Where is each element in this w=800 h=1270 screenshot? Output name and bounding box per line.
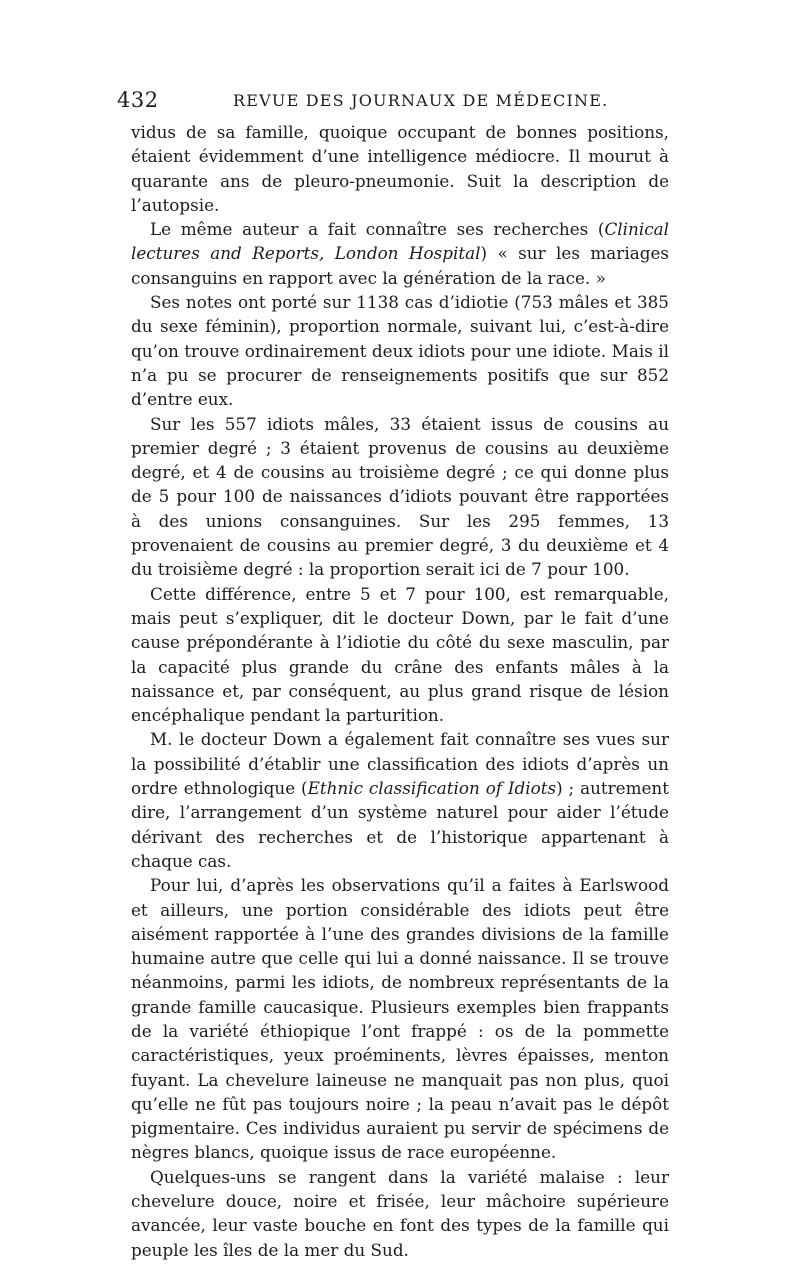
page-number: 432 bbox=[117, 88, 159, 112]
paragraph-text: M. le docteur Down a également fait connaître ses vues sur la possibilité d’établir une classification des idiots d’après un ordre ethnologique ( bbox=[131, 729, 669, 799]
paragraph-1 bbox=[131, 120, 669, 217]
paragraph-text: Sur les 557 idiots mâles, 33 étaient issus de cousins au premier degré ; 3 étaient provenus de cousins au deuxième degré, et 4 de cousins au troisième degré ; ce qui donne plus de 5 pour 100 de naissances d’idiots pouvant être rapportées à des unions consanguines. Sur les 295 femmes, 13 provenaient de cousins au premier degré, 3 du deuxième et 4 du troisième degré : la proportion serait ici de 7 pour 100. bbox=[131, 413, 669, 580]
article-body bbox=[131, 120, 669, 1262]
paragraph-2 bbox=[131, 217, 669, 290]
paragraph-4 bbox=[131, 412, 669, 582]
paragraph-text: vidus de sa famille, quoique occupant de bonnes positions, étaient évidemment d’une intelligence médiocre. Il mourut à quarante ans de pleuro-pneumonie. Suit la description de l’autopsie. bbox=[131, 122, 669, 215]
paragraph-5 bbox=[131, 582, 669, 728]
reference-title: Ethnic classification of Idiots bbox=[307, 778, 557, 799]
paragraph-7 bbox=[131, 873, 669, 1165]
paragraph-6 bbox=[131, 727, 669, 873]
paragraph-text: Le même auteur a fait connaître ses recherches ( bbox=[150, 219, 605, 240]
page bbox=[117, 88, 669, 1262]
paragraph-text: ) ; autrement dire, l’arrangement d’un système naturel pour aider l’étude dérivant des recherches et de l’historique appartenant à chaque cas. bbox=[131, 778, 669, 871]
paragraph-8 bbox=[131, 1165, 669, 1262]
paragraph-text: Quelques-uns se rangent dans la variété malaise : leur chevelure douce, noire et frisée, leur mâchoire supérieure avancée, leur vaste bouche en font des types de la famille qui peuple les îles de la mer du Sud. bbox=[131, 1166, 669, 1260]
paragraph-text: Ses notes ont porté sur 1138 cas d’idiotie (753 mâles et 385 du sexe féminin), proportion normale, suivant lui, c’est-à-dire qu’on trouve ordinairement deux idiots pour une idiote. Mais il n’a pu se procurer de renseignements positifs que sur 852 d’entre eux. bbox=[131, 292, 669, 410]
running-head: REVUE DES JOURNAUX DE MÉDECINE. bbox=[233, 91, 609, 110]
paragraph-text: ) « sur les mariages consanguins en rapport avec la génération de la race. » bbox=[131, 243, 669, 288]
reference-title: Clinical lectures and Reports, London Hospital bbox=[131, 219, 669, 264]
paragraph-text: Pour lui, d’après les observations qu’il a faites à Earlswood et ailleurs, une portion considérable des idiots peut être aisément rapportée à l’une des grandes divisions de la famille humaine autre que celle qui lui a donné naissance. Il se trouve néanmoins, parmi les idiots, de nombreux représentants de la grande famille caucasique. Plusieurs exemples bien frappants de la variété éthiopique l’ont frappé : os de la pommette caractéristiques, yeux proéminents, lèvres épaisses, menton fuyant. La chevelure laineuse ne manquait pas non plus, quoi qu’elle ne fût pas toujours noire ; la peau n’avait pas le dépôt pigmentaire. Ces individus auraient pu servir de spécimens de nègres blancs, quoique issus de race européenne. bbox=[131, 875, 669, 1163]
paragraph-3 bbox=[131, 290, 669, 411]
page-header bbox=[117, 88, 669, 120]
paragraph-text: Cette différence, entre 5 et 7 pour 100, est remarquable, mais peut s’expliquer, dit le docteur Down, par le fait d’une cause prépondérante à l’idiotie du côté du sexe masculin, par la capacité plus grande du crâne des enfants mâles à la naissance et, par conséquent, au plus grand risque de lésion encéphalique pendant la parturition. bbox=[131, 583, 669, 726]
